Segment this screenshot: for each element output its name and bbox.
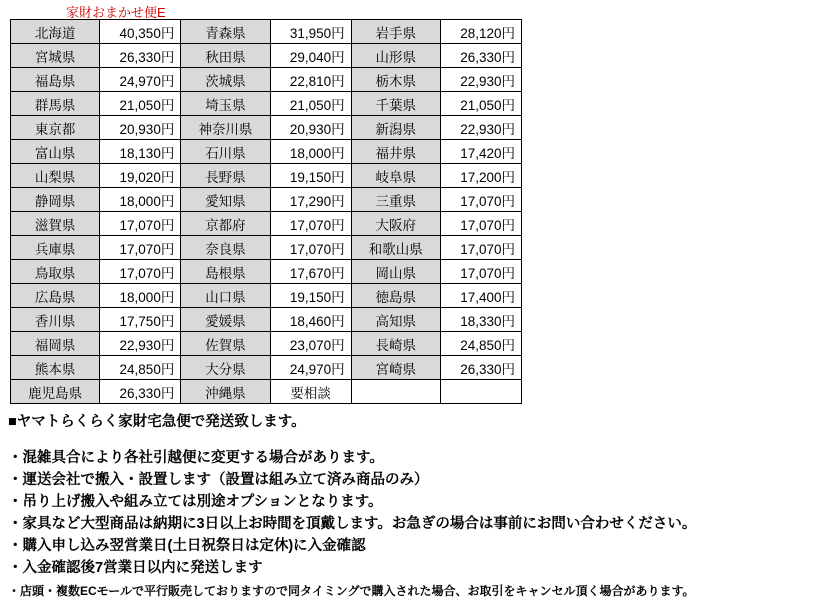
prefecture-cell: 宮崎県 [351, 356, 440, 380]
table-row [11, 380, 522, 404]
price-cell: 21,050円 [100, 92, 181, 116]
table-row [11, 284, 522, 308]
table-row [11, 68, 522, 92]
prefecture-cell: 山形県 [351, 44, 440, 68]
shipping-fee-table [10, 19, 522, 404]
prefecture-cell: 滋賀県 [11, 212, 100, 236]
prefecture-cell: 宮城県 [11, 44, 100, 68]
prefecture-cell: 福岡県 [11, 332, 100, 356]
prefecture-cell: 奈良県 [181, 236, 270, 260]
notes-heading: ■ヤマトらくらく家財宅急便で発送致します。 [8, 414, 306, 430]
prefecture-cell: 長野県 [181, 164, 270, 188]
prefecture-cell: 愛知県 [181, 188, 270, 212]
prefecture-cell: 神奈川県 [181, 116, 270, 140]
prefecture-cell: 石川県 [181, 140, 270, 164]
price-cell: 23,070円 [270, 332, 351, 356]
prefecture-cell: 熊本県 [11, 356, 100, 380]
price-cell: 21,050円 [270, 92, 351, 116]
price-cell: 17,070円 [440, 188, 521, 212]
prefecture-cell: 秋田県 [181, 44, 270, 68]
prefecture-cell: 山口県 [181, 284, 270, 308]
table-row [11, 20, 522, 44]
empty-cell [440, 380, 521, 404]
prefecture-cell: 山梨県 [11, 164, 100, 188]
note-line: ・入金確認後7営業日以内に発送します [8, 560, 263, 576]
note-line: ・家具など大型商品は納期に3日以上お時間を頂戴します。お急ぎの場合は事前にお問い合わせください。 [8, 516, 697, 532]
notes-section [8, 410, 814, 601]
price-cell: 17,290円 [270, 188, 351, 212]
prefecture-cell: 高知県 [351, 308, 440, 332]
empty-cell [351, 380, 440, 404]
note-line: ・混雑具合により各社引越便に変更する場合があります。 [8, 450, 384, 466]
table-row [11, 332, 522, 356]
table-row [11, 92, 522, 116]
price-cell: 20,930円 [270, 116, 351, 140]
price-cell: 17,200円 [440, 164, 521, 188]
price-cell: 24,850円 [440, 332, 521, 356]
price-cell: 22,930円 [440, 68, 521, 92]
price-cell: 19,150円 [270, 164, 351, 188]
prefecture-cell: 岡山県 [351, 260, 440, 284]
prefecture-cell: 大分県 [181, 356, 270, 380]
price-cell: 28,120円 [440, 20, 521, 44]
price-cell: 17,070円 [100, 212, 181, 236]
table-row [11, 44, 522, 68]
price-cell: 18,000円 [100, 188, 181, 212]
price-cell: 18,000円 [270, 140, 351, 164]
price-cell: 20,930円 [100, 116, 181, 140]
price-cell: 24,850円 [100, 356, 181, 380]
price-cell: 29,040円 [270, 44, 351, 68]
prefecture-cell: 和歌山県 [351, 236, 440, 260]
price-cell: 31,950円 [270, 20, 351, 44]
price-cell: 17,070円 [440, 260, 521, 284]
price-cell: 17,400円 [440, 284, 521, 308]
prefecture-cell: 佐賀県 [181, 332, 270, 356]
prefecture-cell: 沖縄県 [181, 380, 270, 404]
prefecture-cell: 富山県 [11, 140, 100, 164]
prefecture-cell: 岩手県 [351, 20, 440, 44]
price-cell: 17,070円 [270, 236, 351, 260]
prefecture-cell: 栃木県 [351, 68, 440, 92]
note-line-small: ・店頭・複数ECモールで平行販売しておりますので同タイミングで購入された場合、お取引をキャンセル頂く場合があります。 [8, 584, 695, 598]
page-title: 家財おまかせ便E [66, 5, 166, 20]
price-cell: 17,420円 [440, 140, 521, 164]
table-row [11, 188, 522, 212]
price-cell: 要相談 [270, 380, 351, 404]
prefecture-cell: 島根県 [181, 260, 270, 284]
price-cell: 17,750円 [100, 308, 181, 332]
prefecture-cell: 広島県 [11, 284, 100, 308]
table-row [11, 164, 522, 188]
prefecture-cell: 茨城県 [181, 68, 270, 92]
prefecture-cell: 三重県 [351, 188, 440, 212]
price-cell: 24,970円 [270, 356, 351, 380]
price-cell: 22,810円 [270, 68, 351, 92]
prefecture-cell: 兵庫県 [11, 236, 100, 260]
table-row [11, 236, 522, 260]
price-cell: 24,970円 [100, 68, 181, 92]
prefecture-cell: 京都府 [181, 212, 270, 236]
prefecture-cell: 岐阜県 [351, 164, 440, 188]
price-cell: 26,330円 [440, 44, 521, 68]
prefecture-cell: 香川県 [11, 308, 100, 332]
prefecture-cell: 東京都 [11, 116, 100, 140]
prefecture-cell: 福島県 [11, 68, 100, 92]
prefecture-cell: 千葉県 [351, 92, 440, 116]
table-row [11, 260, 522, 284]
prefecture-cell: 愛媛県 [181, 308, 270, 332]
table-row [11, 212, 522, 236]
prefecture-cell: 青森県 [181, 20, 270, 44]
prefecture-cell: 群馬県 [11, 92, 100, 116]
price-cell: 26,330円 [440, 356, 521, 380]
prefecture-cell: 福井県 [351, 140, 440, 164]
prefecture-cell: 長崎県 [351, 332, 440, 356]
prefecture-cell: 鹿児島県 [11, 380, 100, 404]
price-cell: 26,330円 [100, 380, 181, 404]
price-cell: 40,350円 [100, 20, 181, 44]
prefecture-cell: 大阪府 [351, 212, 440, 236]
price-cell: 18,130円 [100, 140, 181, 164]
note-line: ・購入申し込み翌営業日(土日祝祭日は定休)に入金確認 [8, 538, 366, 554]
price-cell: 18,000円 [100, 284, 181, 308]
table-row [11, 308, 522, 332]
prefecture-cell: 新潟県 [351, 116, 440, 140]
price-cell: 17,070円 [100, 260, 181, 284]
prefecture-cell: 埼玉県 [181, 92, 270, 116]
prefecture-cell: 鳥取県 [11, 260, 100, 284]
prefecture-cell: 静岡県 [11, 188, 100, 212]
table-row [11, 140, 522, 164]
prefecture-cell: 徳島県 [351, 284, 440, 308]
price-cell: 19,150円 [270, 284, 351, 308]
price-cell: 17,070円 [440, 236, 521, 260]
price-cell: 21,050円 [440, 92, 521, 116]
table-row [11, 356, 522, 380]
price-cell: 17,070円 [440, 212, 521, 236]
price-cell: 18,330円 [440, 308, 521, 332]
note-line: ・運送会社で搬入・設置します（設置は組み立て済み商品のみ） [8, 472, 429, 488]
price-cell: 17,070円 [270, 212, 351, 236]
price-cell: 18,460円 [270, 308, 351, 332]
price-cell: 19,020円 [100, 164, 181, 188]
price-cell: 17,070円 [100, 236, 181, 260]
price-cell: 22,930円 [100, 332, 181, 356]
price-cell: 26,330円 [100, 44, 181, 68]
price-cell: 22,930円 [440, 116, 521, 140]
price-cell: 17,670円 [270, 260, 351, 284]
table-row [11, 116, 522, 140]
note-line: ・吊り上げ搬入や組み立ては別途オプションとなります。 [8, 494, 383, 510]
prefecture-cell: 北海道 [11, 20, 100, 44]
